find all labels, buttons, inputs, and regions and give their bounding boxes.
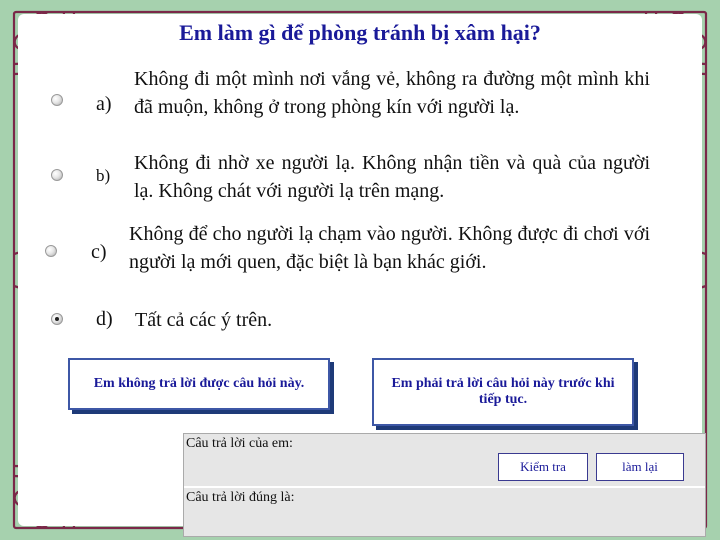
check-button[interactable]: Kiểm tra — [498, 453, 588, 481]
question-title: Em làm gì để phòng tránh bị xâm hại? — [179, 20, 541, 45]
option-c-text[interactable]: Không để cho người lạ chạm vào người. Không được đi chơi với người lạ mới quen, đặc biệt là bạn khác giới. — [129, 223, 650, 273]
option-a-text[interactable]: Không đi một mình nơi vắng vẻ, không ra đường một mình khi đã muộn, không ở trong phòng kín với người lạ. — [134, 68, 650, 118]
option-a-letter: a) — [96, 93, 112, 115]
your-answer-label: Câu trả lời của em: — [186, 436, 293, 451]
incorrect-feedback-text: Em không trả lời được câu hỏi này. — [93, 376, 305, 391]
answer-panel — [183, 433, 706, 537]
option-d-text[interactable]: Tất cả các ý trên. — [135, 309, 273, 331]
option-b-text[interactable]: Không đi nhờ xe người lạ. Không nhận tiền và quà của người lạ. Không chát với người lạ trên mạng. — [134, 152, 650, 202]
option-b-radio[interactable] — [51, 169, 63, 181]
option-c-radio[interactable] — [45, 245, 57, 257]
option-b-letter: b) — [96, 166, 111, 185]
must-answer-feedback-text: Em phải trả lời câu hỏi này trước khi tiếp tục. — [391, 376, 615, 407]
option-a-radio[interactable] — [51, 94, 63, 106]
option-d-radio[interactable] — [51, 313, 63, 325]
option-d-letter: d) — [96, 308, 113, 330]
incorrect-feedback-box — [68, 358, 330, 410]
retry-button[interactable]: làm lại — [596, 453, 684, 481]
correct-answer-label: Câu trả lời đúng là: — [186, 490, 295, 505]
option-c-letter: c) — [91, 241, 107, 263]
must-answer-feedback-box — [372, 358, 634, 426]
answer-divider — [184, 486, 705, 488]
